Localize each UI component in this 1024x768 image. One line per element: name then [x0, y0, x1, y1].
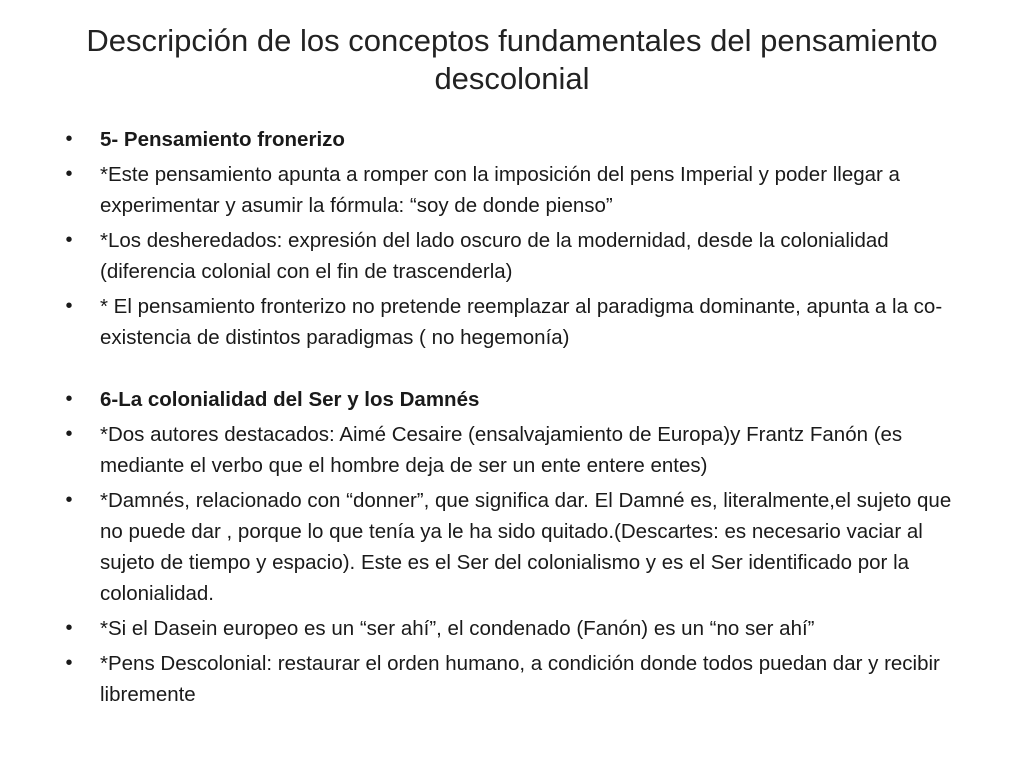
- bullet-list: [62, 124, 974, 714]
- bullet-item: [62, 225, 974, 287]
- bullet-icon: •: [65, 388, 73, 410]
- bullet-icon: •: [65, 617, 73, 639]
- bullet-text: *Dos autores destacados: Aimé Cesaire (ensalvajamiento de Europa)y Frantz Fanón (es mediante el verbo que el hombre deja de ser un ente entere entes): [100, 423, 903, 477]
- bullet-item: [62, 613, 974, 644]
- bullet-text: *Los desheredados: expresión del lado oscuro de la modernidad, desde la colonialidad (diferencia colonial con el fin de trascenderla): [100, 229, 889, 283]
- bullet-text: 5- Pensamiento fronerizo: [100, 128, 345, 151]
- bullet-text: 6-La colonialidad del Ser y los Damnés: [100, 388, 480, 411]
- bullet-text: * El pensamiento fronterizo no pretende reemplazar al paradigma dominante, apunta a la co-existencia de distintos paradigmas ( no hegemonía): [100, 295, 943, 349]
- bullet-item: [62, 291, 974, 353]
- bullet-icon: •: [65, 128, 73, 150]
- bullet-item: [62, 419, 974, 481]
- bullet-item: [62, 648, 974, 710]
- bullet-icon: •: [65, 163, 73, 185]
- bullet-text: *Este pensamiento apunta a romper con la imposición del pens Imperial y poder llegar a experimentar y asumir la fórmula: “soy de donde pienso”: [100, 163, 900, 217]
- bullet-item: [62, 485, 974, 609]
- bullet-icon: •: [65, 652, 73, 674]
- bullet-text: *Pens Descolonial: restaurar el orden humano, a condición donde todos puedan dar y recibir libremente: [100, 652, 940, 706]
- bullet-text: *Damnés, relacionado con “donner”, que significa dar. El Damné es, literalmente,el sujeto que no puede dar , porque lo que tenía ya le ha sido quitado.(Descartes: es necesario vaciar al sujeto de tiempo y espacio). Este es el Ser del colonialismo y es el Ser identificado por la colonialidad.: [100, 489, 952, 605]
- bullet-text: *Si el Dasein europeo es un “ser ahí”, el condenado (Fanón) es un “no ser ahí”: [100, 617, 815, 640]
- bullet-icon: •: [65, 489, 73, 511]
- bullet-icon: •: [65, 229, 73, 251]
- bullet-item-heading-6: [62, 384, 974, 415]
- bullet-item: [62, 159, 974, 221]
- slide-title: Descripción de los conceptos fundamentales del pensamiento descolonial: [86, 23, 938, 96]
- bullet-icon: •: [65, 295, 73, 317]
- bullet-icon: •: [65, 423, 73, 445]
- bullet-item-heading-5: [62, 124, 974, 155]
